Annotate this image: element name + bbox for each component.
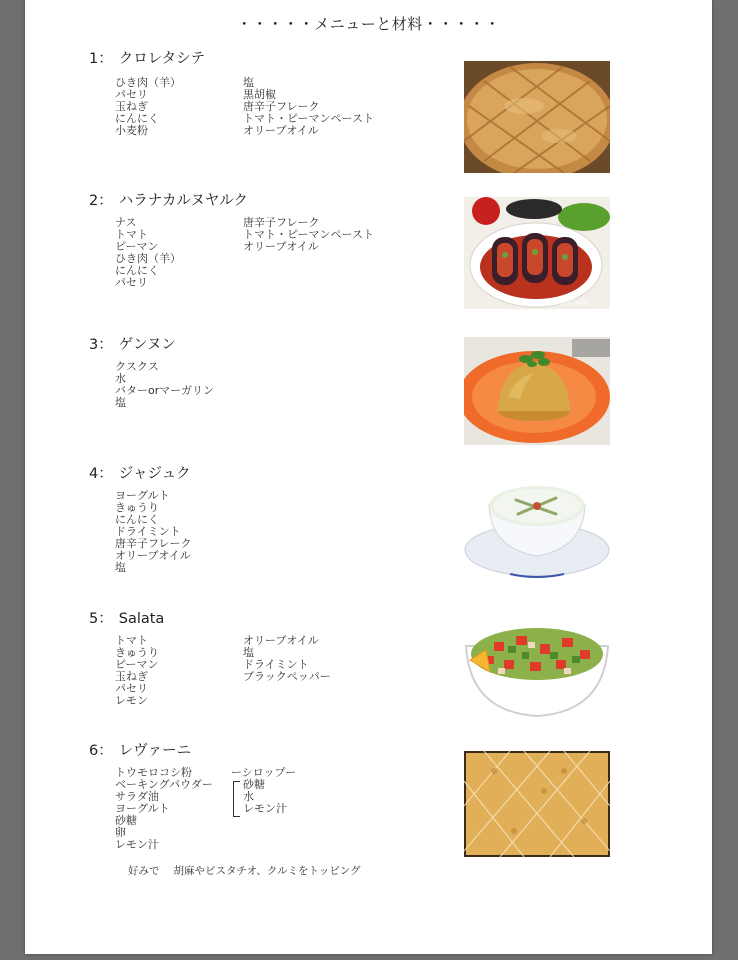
ingredient: 小麦粉 <box>115 124 148 137</box>
ingredient: 唐辛子フレーク <box>243 216 320 229</box>
section-number: 4： <box>89 466 113 482</box>
ingredient-list-right <box>243 635 331 683</box>
ingredient: パセリ <box>115 276 148 289</box>
syrup-bracket <box>233 781 240 817</box>
ingredient: オリーブオイル <box>243 124 319 137</box>
ingredient: ナス <box>115 216 137 229</box>
ingredient: ベーキングパウダー <box>115 778 213 791</box>
ingredient: 黒胡椒 <box>243 88 276 101</box>
ingredient: ピーマン <box>115 240 159 253</box>
salad-icon <box>464 616 610 720</box>
ingredient-list-left <box>115 217 181 289</box>
ingredient: クスクス <box>115 360 159 373</box>
ingredient: パセリ <box>115 682 148 695</box>
topping-note <box>128 863 361 878</box>
ingredient: にんにく <box>115 513 159 526</box>
photo-watermark: HomeCafe <box>546 298 588 307</box>
section-name: ジャジュク <box>118 466 191 482</box>
ingredient: バターorマーガリン <box>115 384 215 397</box>
ingredient: トマト・ピーマンペースト <box>243 228 375 241</box>
section-heading <box>89 462 197 483</box>
document-title: ・・・・・メニューと材料・・・・・ <box>236 15 501 33</box>
ingredient: 塩 <box>243 76 254 89</box>
ingredient: ヨーグルト <box>115 489 170 502</box>
syrup-heading: ーシロップー <box>231 766 297 779</box>
ingredient: にんにく <box>115 264 159 277</box>
section-heading <box>89 47 211 68</box>
section-number: 2： <box>89 193 113 209</box>
ingredient: ドライミント <box>243 658 309 671</box>
ingredient: 塩 <box>243 646 254 659</box>
couscous-icon <box>464 337 610 445</box>
section-number: 5： <box>89 611 113 627</box>
ingredient-list-left <box>115 361 214 409</box>
ingredient: トマト <box>115 228 148 241</box>
section-heading <box>89 189 254 210</box>
document-page <box>25 0 712 954</box>
section-name: ハラナカルヌヤルク <box>118 193 248 209</box>
ingredient: 水 <box>243 790 254 803</box>
ingredient: パセリ <box>115 88 148 101</box>
ingredient: ピーマン <box>115 658 159 671</box>
ingredient: トマト <box>115 634 148 647</box>
ingredient: 塩 <box>115 561 126 574</box>
ingredient: レモン汁 <box>115 838 159 851</box>
section-heading <box>89 739 197 760</box>
ingredient: オリーブオイル <box>243 240 319 253</box>
section-name: レヴァーニ <box>118 743 192 759</box>
ingredient: トウモロコシ粉 <box>115 766 192 779</box>
ingredient: ドライミント <box>115 525 181 538</box>
ingredient-list-left <box>115 767 213 851</box>
syrup-ingredient-list <box>231 767 296 815</box>
ingredient-list-right <box>243 217 374 253</box>
stuffed-eggplant-icon <box>464 197 610 309</box>
ingredient: レモン <box>115 694 148 707</box>
ingredient: オリーブオイル <box>243 634 319 647</box>
ingredient-list-left <box>115 77 181 137</box>
ingredient: 唐辛子フレーク <box>243 100 320 113</box>
ingredient: 玉ねぎ <box>115 670 148 683</box>
bread-icon <box>464 61 610 173</box>
section-heading <box>89 333 182 354</box>
section-name: Salata <box>118 611 165 627</box>
section-heading <box>89 607 170 628</box>
section-number: 1： <box>89 51 113 67</box>
ingredient: ひき肉（羊） <box>115 76 181 89</box>
ingredient: 水 <box>115 372 126 385</box>
ingredient: きゅうり <box>115 501 159 514</box>
ingredient: 卵 <box>115 826 126 839</box>
ingredient-list-left <box>115 490 192 574</box>
ingredient: オリーブオイル <box>115 549 191 562</box>
ingredient: 塩 <box>115 396 126 409</box>
note-text: 胡麻やピスタチオ、クルミをトッピング <box>173 865 361 877</box>
section-number: 6： <box>89 743 113 759</box>
note-label: 好みで <box>128 865 160 877</box>
ingredient: 玉ねぎ <box>115 100 148 113</box>
ingredient: ひき肉（羊） <box>115 252 181 265</box>
ingredient: 唐辛子フレーク <box>115 537 192 550</box>
ingredient: にんにく <box>115 112 159 125</box>
ingredient: 砂糖 <box>243 778 265 791</box>
ingredient-list-left <box>115 635 159 707</box>
ingredient: ブラックペッパー <box>243 670 331 683</box>
ingredient: 砂糖 <box>115 814 137 827</box>
ingredient: ヨーグルト <box>115 802 170 815</box>
yogurt-bowl-icon <box>464 470 610 580</box>
ingredient-list-right <box>243 77 374 137</box>
section-name: クロレタシテ <box>118 51 206 67</box>
section-number: 3： <box>89 337 113 353</box>
ingredient: レモン汁 <box>243 802 287 815</box>
ingredient: きゅうり <box>115 646 159 659</box>
ingredient: サラダ油 <box>115 790 159 803</box>
cake-icon <box>464 751 610 857</box>
section-name: ゲンヌン <box>118 337 176 353</box>
ingredient: トマト・ピーマンペースト <box>243 112 375 125</box>
